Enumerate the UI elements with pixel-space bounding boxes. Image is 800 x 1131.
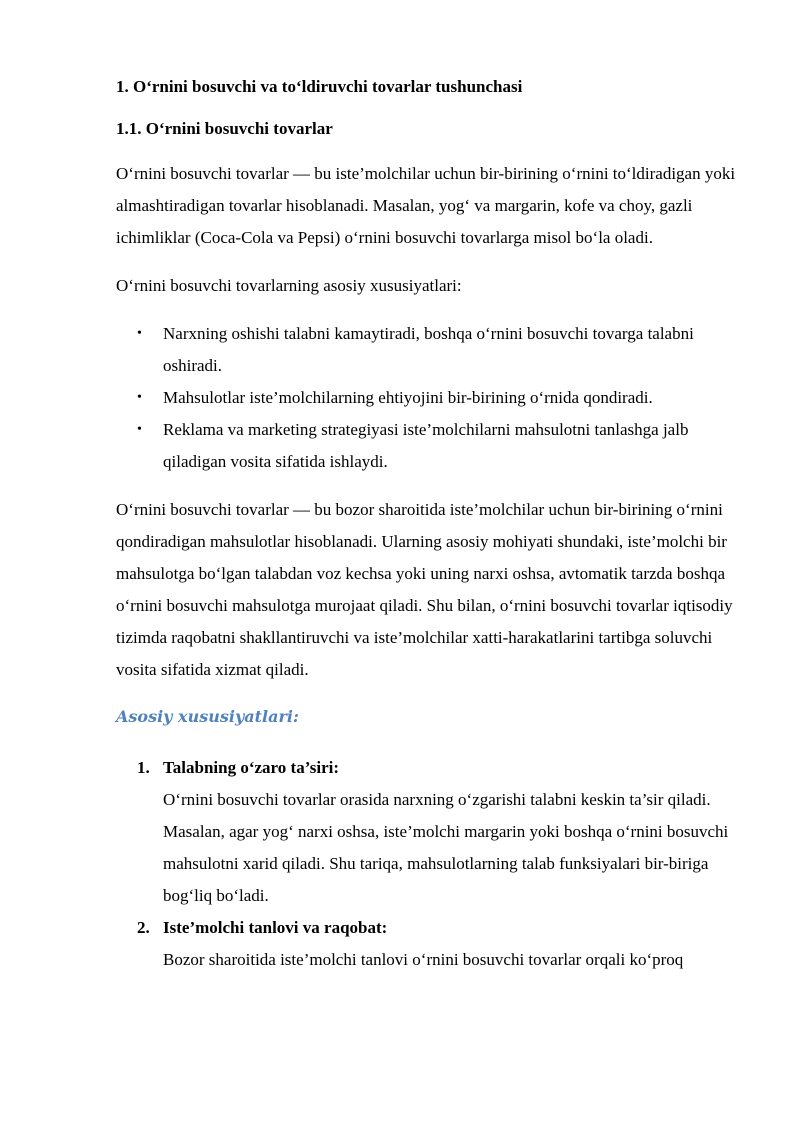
item-title: Talabning o‘zaro ta’siri:	[163, 758, 339, 777]
heading-section-1-1: 1.1. O‘rnini bosuvchi tovarlar	[116, 119, 333, 138]
bullet-list	[116, 318, 736, 478]
numbered-item	[116, 912, 736, 976]
bullet-icon: •	[137, 326, 142, 341]
document-content	[116, 74, 736, 976]
list-item-text: Mahsulotlar iste’molchilarning ehtiyojini bir-birining o‘rnida qondiradi.	[163, 388, 653, 407]
item-number: 2.	[137, 918, 150, 937]
paragraph-explanation: O‘rnini bosuvchi tovarlar — bu bozor sharoitida iste’molchilar uchun bir-birining o‘rnini qondiradigan mahsulotlar hisoblanadi. Ularning asosiy mohiyati shundaki, iste’molchi bir mahsulotga bo‘lgan talabdan voz kechsa yoki uning narxi oshsa, avtomatik tarzda boshqa o‘rnini bosuvchi mahsulotga murojaat qiladi. Shu bilan, o‘rnini bosuvchi tovarlar iqtisodiy tizimda raqobatni shakllantiruvchi va iste’molchilar xatti-harakatlarini tartibga soluvchi vosita sifatida xizmat qiladi.	[116, 500, 733, 679]
item-body: Bozor sharoitida iste’molchi tanlovi o‘rnini bosuvchi tovarlar orqali ko‘proq	[163, 950, 684, 969]
subheading-key-features: Asosiy xususiyatlari:	[116, 707, 299, 726]
heading-section-1: 1. O‘rnini bosuvchi va to‘ldiruvchi tovarlar tushunchasi	[116, 77, 523, 96]
bullet-icon: •	[137, 422, 142, 437]
bullet-icon: •	[137, 390, 142, 405]
item-title: Iste’molchi tanlovi va raqobat:	[163, 918, 388, 937]
numbered-item	[116, 752, 736, 912]
list-item-text: Reklama va marketing strategiyasi iste’molchilarni mahsulotni tanlashga jalb qiladigan vosita sifatida ishlaydi.	[163, 420, 689, 471]
item-number: 1.	[137, 758, 150, 777]
paragraph-definition: O‘rnini bosuvchi tovarlar — bu iste’molchilar uchun bir-birining o‘rnini to‘ldiradigan yoki almashtiradigan tovarlar hisoblanadi. Masalan, yog‘ va margarin, kofe va choy, gazli ichimliklar (Coca-Cola va Pepsi) o‘rnini bosuvchi tovarlarga misol bo‘la oladi.	[116, 164, 736, 247]
list-item	[116, 318, 736, 382]
paragraph-features-intro: O‘rnini bosuvchi tovarlarning asosiy xususiyatlari:	[116, 276, 462, 295]
list-item	[116, 414, 736, 478]
list-item-text: Narxning oshishi talabni kamaytiradi, boshqa o‘rnini bosuvchi tovarga talabni oshiradi.	[163, 324, 694, 375]
numbered-list	[116, 752, 736, 976]
item-body: O‘rnini bosuvchi tovarlar orasida narxning o‘zgarishi talabni keskin ta’sir qiladi. Masalan, agar yog‘ narxi oshsa, iste’molchi margarin yoki boshqa o‘rnini bosuvchi mahsulotni xarid qiladi. Shu tariqa, mahsulotlarning talab funksiyalari bir-biriga bog‘liq bo‘ladi.	[163, 790, 729, 905]
list-item	[116, 382, 736, 414]
